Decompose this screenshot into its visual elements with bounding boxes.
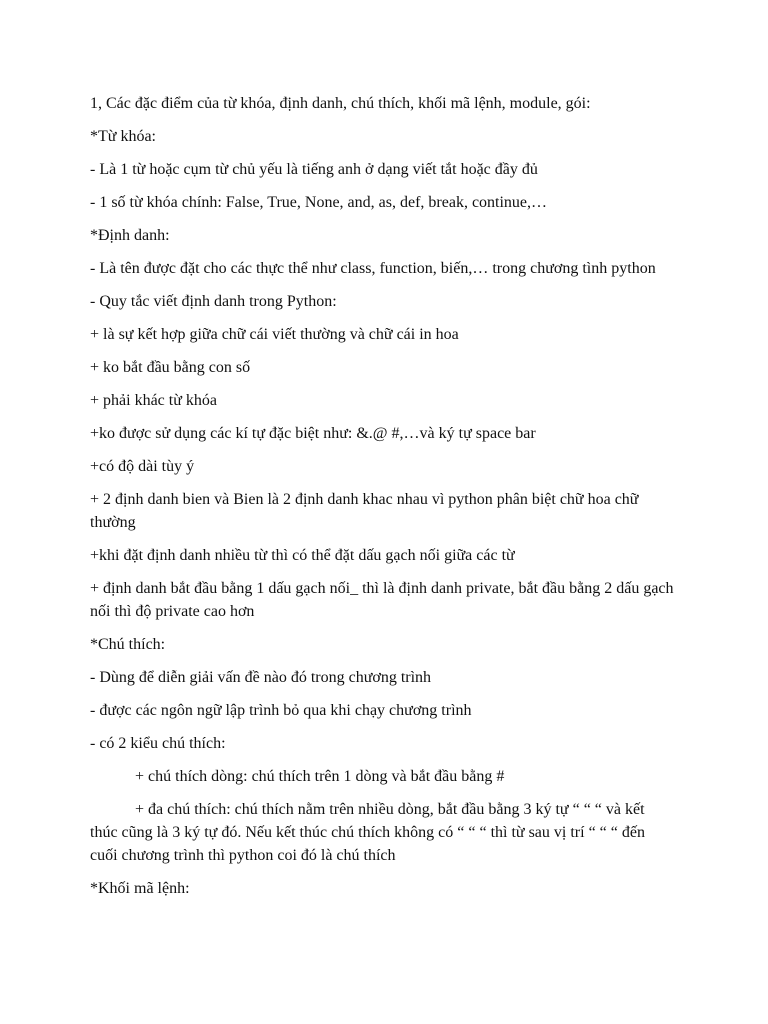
section-heading-features: 1, Các đặc điểm của từ khóa, định danh, chú thích, khối mã lệnh, module, gói: bbox=[90, 95, 591, 112]
identifier-rule-case-sensitive: + 2 định danh bien và Bien là 2 định danh khac nhau vì python phân biệt chữ hoa chữ thường bbox=[90, 491, 639, 531]
document-body bbox=[90, 92, 675, 910]
identifier-rule-length: +có độ dài tùy ý bbox=[90, 458, 195, 475]
identifier-rule-underscore-join: +khi đặt định danh nhiều từ thì có thể đặt dấu gạch nối giữa các từ bbox=[90, 547, 515, 564]
comment-types: - có 2 kiểu chú thích: bbox=[90, 735, 226, 752]
identifier-rule-no-digit-start: + ko bắt đầu bằng con số bbox=[90, 359, 251, 376]
comment-ignored: - được các ngôn ngữ lập trình bỏ qua khi chạy chương trình bbox=[90, 702, 472, 719]
identifier-rule-no-special-chars: +ko được sử dụng các kí tự đặc biệt như: &.@ #,…và ký tự space bar bbox=[90, 425, 536, 442]
identifier-rule-not-keyword: + phải khác từ khóa bbox=[90, 392, 217, 409]
identifier-rules-heading: - Quy tắc viết định danh trong Python: bbox=[90, 293, 337, 310]
comment-heading: *Chú thích: bbox=[90, 636, 166, 653]
identifier-definition: - Là tên được đặt cho các thực thể như class, function, biến,… trong chương tình python bbox=[90, 260, 656, 277]
identifier-rule-case: + là sự kết hợp giữa chữ cái viết thường và chữ cái in hoa bbox=[90, 326, 459, 343]
keyword-heading: *Từ khóa: bbox=[90, 128, 156, 145]
code-block-heading: *Khối mã lệnh: bbox=[90, 880, 190, 897]
comment-purpose: - Dùng để diễn giải vấn đề nào đó trong chương trình bbox=[90, 669, 432, 686]
identifier-heading: *Định danh: bbox=[90, 227, 170, 244]
identifier-rule-private: + định danh bắt đầu bằng 1 dấu gạch nối_ thì là định danh private, bắt đầu bằng 2 dấu gạch nối thì độ private cao hơn bbox=[90, 580, 674, 620]
comment-type-line: + chú thích dòng: chú thích trên 1 dòng và bắt đầu bằng # bbox=[135, 768, 505, 785]
keyword-examples: - 1 số từ khóa chính: False, True, None, and, as, def, break, continue,… bbox=[90, 194, 548, 211]
keyword-definition: - Là 1 từ hoặc cụm từ chủ yếu là tiếng anh ở dạng viết tắt hoặc đầy đủ bbox=[90, 161, 538, 178]
comment-type-multiline: + đa chú thích: chú thích nằm trên nhiều dòng, bắt đầu bằng 3 ký tự “ “ “ và kết thúc cũng là 3 ký tự đó. Nếu kết thúc chú thích không có “ “ “ thì từ sau vị trí “ “ “ đến cuối chương trình thì python coi đó là chú thích bbox=[90, 801, 645, 864]
